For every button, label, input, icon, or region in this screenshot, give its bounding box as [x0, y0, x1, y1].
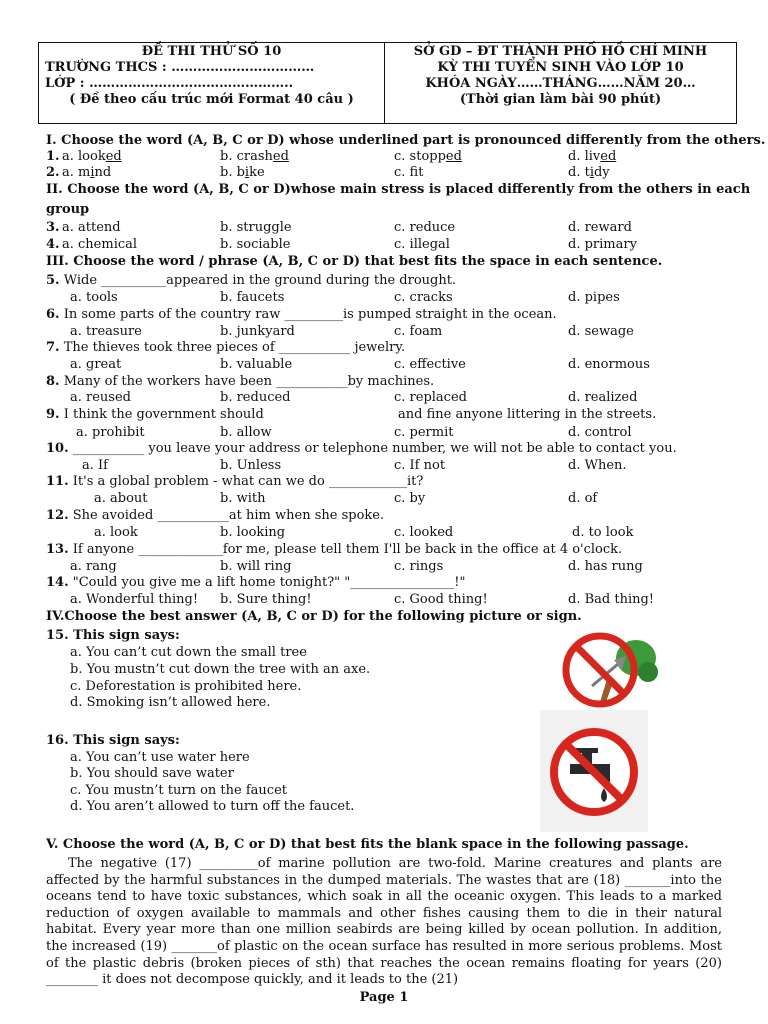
- q10-options: a. If b. Unless c. If not d. When.: [82, 458, 627, 473]
- q16-option-c: c. You mustn’t turn on the faucet: [70, 783, 287, 798]
- q15-option-c: c. Deforestation is prohibited here.: [70, 679, 302, 694]
- q2-option-b: b. bike: [220, 165, 265, 180]
- q7-stem: 7. The thieves took three pieces of ___________ jewelry.: [46, 340, 406, 355]
- q5-options: a. tools b. faucets c. cracks d. pipes: [70, 290, 620, 305]
- q11-options: a. about b. with c. by d. of: [94, 491, 598, 506]
- header-right: [385, 43, 736, 123]
- q16-title: 16. This sign says:: [46, 733, 180, 748]
- q16-option-d: d. You aren’t allowed to turn off the faucet.: [70, 799, 355, 814]
- q1-number: 1.: [46, 149, 60, 164]
- q5-stem: 5. Wide __________appeared in the ground during the drought.: [46, 273, 457, 288]
- class-line: LỚP : ………………………………………..: [45, 76, 294, 91]
- section-2-heading-cont: group: [46, 202, 90, 217]
- q3-option-c: c. reduce: [394, 220, 456, 235]
- no-deforestation-sign-icon: [556, 630, 666, 710]
- q1-option-d: d. lived: [568, 149, 617, 164]
- q8-stem: 8. Many of the workers have been ___________by machines.: [46, 374, 435, 389]
- q3-option-b: b. struggle: [220, 220, 292, 235]
- q15-option-d: d. Smoking isn’t allowed here.: [70, 695, 271, 710]
- school-line: TRƯỜNG THCS : ……………………………: [45, 60, 315, 75]
- question-4: 4. a. chemical b. sociable c. illegal d. primary: [46, 237, 637, 252]
- section-3-heading: III. Choose the word / phrase (A, B, C or D) that best fits the space in each sentence.: [46, 254, 663, 269]
- q13-stem: 13. If anyone _____________for me, please tell them I'll be back in the office at 4 o'clock.: [46, 542, 623, 557]
- question-3: 3. a. attend b. struggle c. reduce d. reward: [46, 220, 632, 235]
- q10-stem: 10. ___________ you leave your address or telephone number, we will not be able to contact you.: [46, 441, 677, 456]
- page-number: Page 1: [359, 990, 409, 1005]
- q8-options: a. reused b. reduced c. replaced d. realized: [70, 390, 638, 405]
- header-box: [38, 42, 737, 124]
- department-title: SỞ GD – ĐT THÀNH PHỐ HỒ CHÍ MINH: [413, 44, 708, 59]
- q13-options: a. rang b. will ring c. rings d. has rung: [70, 559, 643, 574]
- q15-option-b: b. You mustn’t cut down the tree with an axe.: [70, 662, 371, 677]
- q12-stem: 12. She avoided ___________at him when she spoke.: [46, 508, 385, 523]
- q4-option-d: d. primary: [568, 237, 637, 252]
- q14-options: a. Wonderful thing! b. Sure thing! c. Good thing! d. Bad thing!: [70, 592, 655, 607]
- q4-option-a: a. chemical: [62, 237, 138, 252]
- q15-title: 15. This sign says:: [46, 628, 180, 643]
- section-2-heading: II. Choose the word (A, B, C or D)whose main stress is placed differently from the others in each: [46, 182, 751, 197]
- q16-option-b: b. You should save water: [70, 766, 234, 781]
- q4-option-b: b. sociable: [220, 237, 291, 252]
- no-water-faucet-sign-icon: [540, 710, 648, 832]
- q2-option-d: d. tidy: [568, 165, 610, 180]
- q9-options: a. prohibit b. allow c. permit d. control: [76, 425, 632, 440]
- question-1: [0, 149, 768, 165]
- q9-stem: 9. I think the government should: [46, 407, 264, 422]
- q11-stem: 11. It's a global problem - what can we do ____________it?: [46, 474, 424, 489]
- q6-stem: 6. In some parts of the country raw _________is pumped straight in the ocean.: [46, 307, 557, 322]
- q2-option-c: c. ft: [394, 165, 424, 180]
- header-left: [39, 43, 385, 123]
- q14-stem: 14. "Could you give me a lift home tonight?" "________________!": [46, 575, 466, 590]
- q3-option-d: d. reward: [568, 220, 632, 235]
- q1-option-b: b. crashed: [220, 149, 289, 164]
- q2-option-a: a. mind: [62, 165, 112, 180]
- exam-name: KỲ THI TUYỂN SINH VÀO LỚP 10: [437, 60, 684, 75]
- q7-options: a. great b. valuable c. effective d. enormous: [70, 357, 650, 372]
- passage-text: The negative (17) _________of marine pollution are two-fold. Marine creatures and plants are affected by the harmful substances in the dumped materials. The wastes that are (18) _______into the oceans tend to have toxic substances, which soak in all the oceanic oxygen. This leads to a marked reduction of oxygen available to mammals and other fishes causing them to die in their natural habitat. Every year more than one million seabirds are being killed by ocean pollution. In addition, the increased (19) _______of plastic on the ocean surface has resulted in more serious problems. Most of the plastic debris (broken pieces of sth) that reaches the ocean remains floating for years (20) ________ it does not decompose quickly, and it leads to the (21): [46, 856, 722, 988]
- section-5-heading: V. Choose the word (A, B, C or D) that best fits the blank space in the following passage.: [46, 837, 689, 852]
- q4-option-c: c. illegal: [394, 237, 450, 252]
- q16-option-a: a. You can’t use water here: [70, 750, 250, 765]
- q9-stem-cont: and fine anyone littering in the streets.: [398, 407, 657, 422]
- exam-date: KHÓA NGÀY……THÁNG……NĂM 20…: [425, 76, 696, 91]
- q1-option-a: a. looked: [62, 149, 122, 164]
- section-4-heading: IV.Choose the best answer (A, B, C or D) for the following picture or sign.: [46, 609, 582, 624]
- q3-option-a: a. attend: [62, 220, 121, 235]
- q6-options: a. treasure b. junkyard c. foam d. sewage: [70, 324, 634, 339]
- format-note: ( Đề theo cấu trúc mới Format 40 câu ): [69, 92, 354, 107]
- q12-options: a. look b. looking c. looked d. to look: [94, 525, 634, 540]
- question-2: [0, 165, 768, 181]
- exam-title: ĐỀ THI THỬ SỐ 10: [141, 44, 282, 59]
- q1-option-c: c. stopped: [394, 149, 462, 164]
- q2-number: 2.: [46, 165, 60, 180]
- time-limit: (Thời gian làm bài 90 phút): [459, 92, 662, 107]
- q15-option-a: a. You can’t cut down the small tree: [70, 645, 307, 660]
- section-1-heading: I. Choose the word (A, B, C or D) whose underlined part is pronounced differently from the others.: [46, 133, 766, 148]
